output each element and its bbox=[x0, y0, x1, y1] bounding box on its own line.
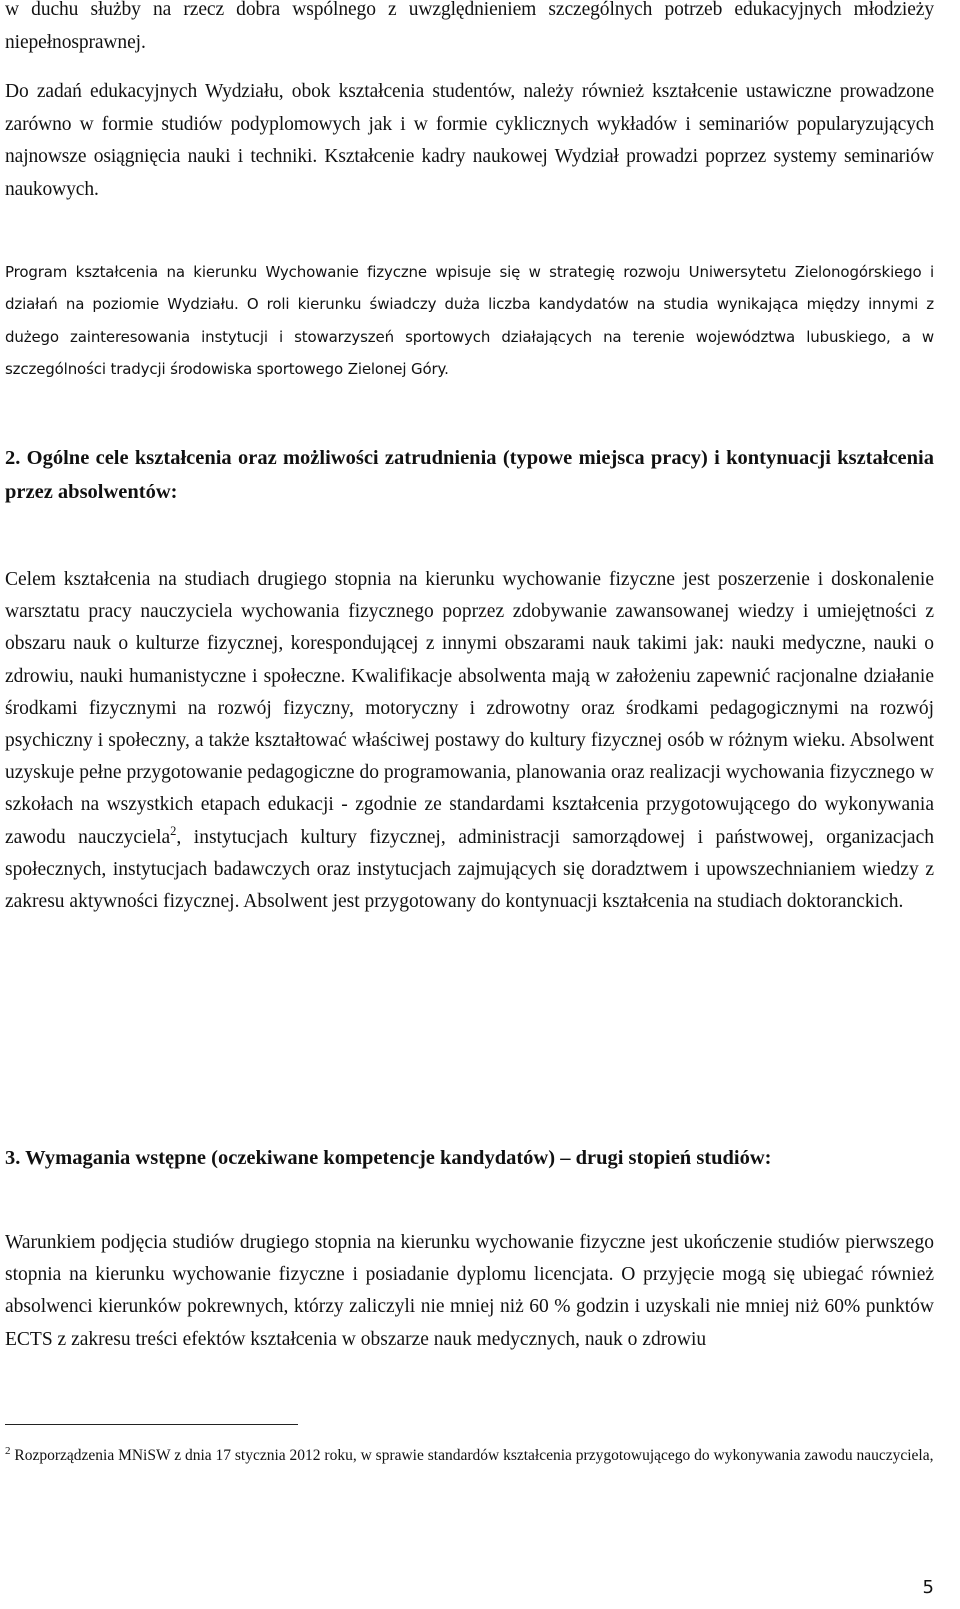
heading-text: 2. Ogólne cele kształcenia oraz możliwości zatrudnienia (typowe miejsca pracy) i kontynuacji kształcenia przez absolwentów: bbox=[5, 447, 934, 503]
section-2-heading bbox=[5, 441, 934, 509]
section-2-body bbox=[5, 564, 934, 918]
paragraph-text: Do zadań edukacyjnych Wydziału, obok kształcenia studentów, należy również kształcenie ustawiczne prowadzone zarówno w formie studiów podyplomowych jak i w formie cyklicznych wykładów i seminariów popularyzujących najnowsze osiągnięcia nauki i techniki. Kształcenie kadry naukowej Wydział prowadzi poprzez systemy seminariów naukowych. bbox=[5, 81, 934, 200]
paragraph-text: Program kształcenia na kierunku Wychowanie fizyczne wpisuje się w strategię rozwoju Uniwersytetu Zielonogórskiego i działań na poziomie Wydziału. O roli kierunku świadczy duża liczba kandydatów na studia wynikająca między innymi z dużego zainteresowania instytucji i stowarzyszeń sportowych działających na terenie województwa lubuskiego, a w szczególności tradycji środowiska sportowego Zielonej Góry. bbox=[5, 263, 934, 379]
footnote-separator bbox=[5, 1424, 298, 1425]
section-3-heading bbox=[5, 1141, 934, 1175]
paragraph-intro-continued bbox=[5, 0, 934, 59]
section-3-body bbox=[5, 1227, 934, 1356]
heading-text: 3. Wymagania wstępne (oczekiwane kompetencje kandydatów) – drugi stopień studiów: bbox=[5, 1147, 772, 1169]
paragraph-text-part: , instytucjach kultury fizycznej, administracji samorządowej i państwowej, organizacjach społecznych, instytucjach badawczych oraz instytucjach zajmujących się doradztwem i upowszechnianiem wiedzy z zakresu aktywności fizycznej. Absolwent jest przygotowany do kontynuacji kształcenia na studiach doktoranckich. bbox=[5, 826, 934, 913]
footnote-reference: 2 bbox=[170, 823, 177, 838]
paragraph-text: w duchu służby na rzecz dobra wspólnego z uwzględnieniem szczególnych potrzeb edukacyjnych młodzieży niepełnosprawnej. bbox=[5, 0, 934, 53]
paragraph-text-part: Celem kształcenia na studiach drugiego stopnia na kierunku wychowanie fizyczne jest poszerzenie i doskonalenie warsztatu pracy nauczyciela wychowania fizycznego poprzez zdobywanie zawansowanej wiedzy i umiejętności z obszaru nauk o kulturze fizycznej, korespondującej z innymi obszarami nauk takimi jak: nauki medyczne, nauki o zdrowiu, nauki humanistyczne i społeczne. Kwalifikacje absolwenta mają w założeniu zapewnić racjonalne działanie środkami fizycznymi na rozwój fizyczny, motoryczny i zdrowotny oraz środkami pedagogicznymi na rozwój psychiczny i społeczny, a także kształtować właściwej postawy do kultury fizycznej osób w różnym wieku. Absolwent uzyskuje pełne przygotowanie pedagogiczne do programowania, planowania oraz realizacji wychowania fizycznego w szkołach na wszystkich etapach edukacji - zgodnie ze standardami kształcenia przygotowującego do wykonywania zawodu nauczyciela bbox=[5, 569, 934, 848]
page-number: 5 bbox=[922, 1577, 934, 1598]
paragraph-text: Warunkiem podjęcia studiów drugiego stopnia na kierunku wychowanie fizyczne jest ukończenie studiów pierwszego stopnia na kierunku wychowanie fizyczne i posiadanie dyplomu licencjata. O przyjęcie mogą się ubiegać również absolwenci kierunków pokrewnych, którzy zaliczyli nie mniej niż 60 % godzin i uzyskali nie mniej niż 60% punktów ECTS z zakresu treści efektów kształcenia w obszarze nauk medycznych, nauk o zdrowiu bbox=[5, 1232, 934, 1350]
footnote bbox=[5, 1436, 934, 1471]
paragraph-program bbox=[5, 256, 934, 386]
footnote-text: Rozporządzenia MNiSW z dnia 17 stycznia 2012 roku, w sprawie standardów kształcenia przygotowującego do wykonywania zawodu nauczyciela, bbox=[10, 1447, 934, 1464]
footnote-number: 2 bbox=[5, 1445, 11, 1457]
paragraph-tasks bbox=[5, 76, 934, 206]
paragraph-text bbox=[5, 564, 934, 918]
